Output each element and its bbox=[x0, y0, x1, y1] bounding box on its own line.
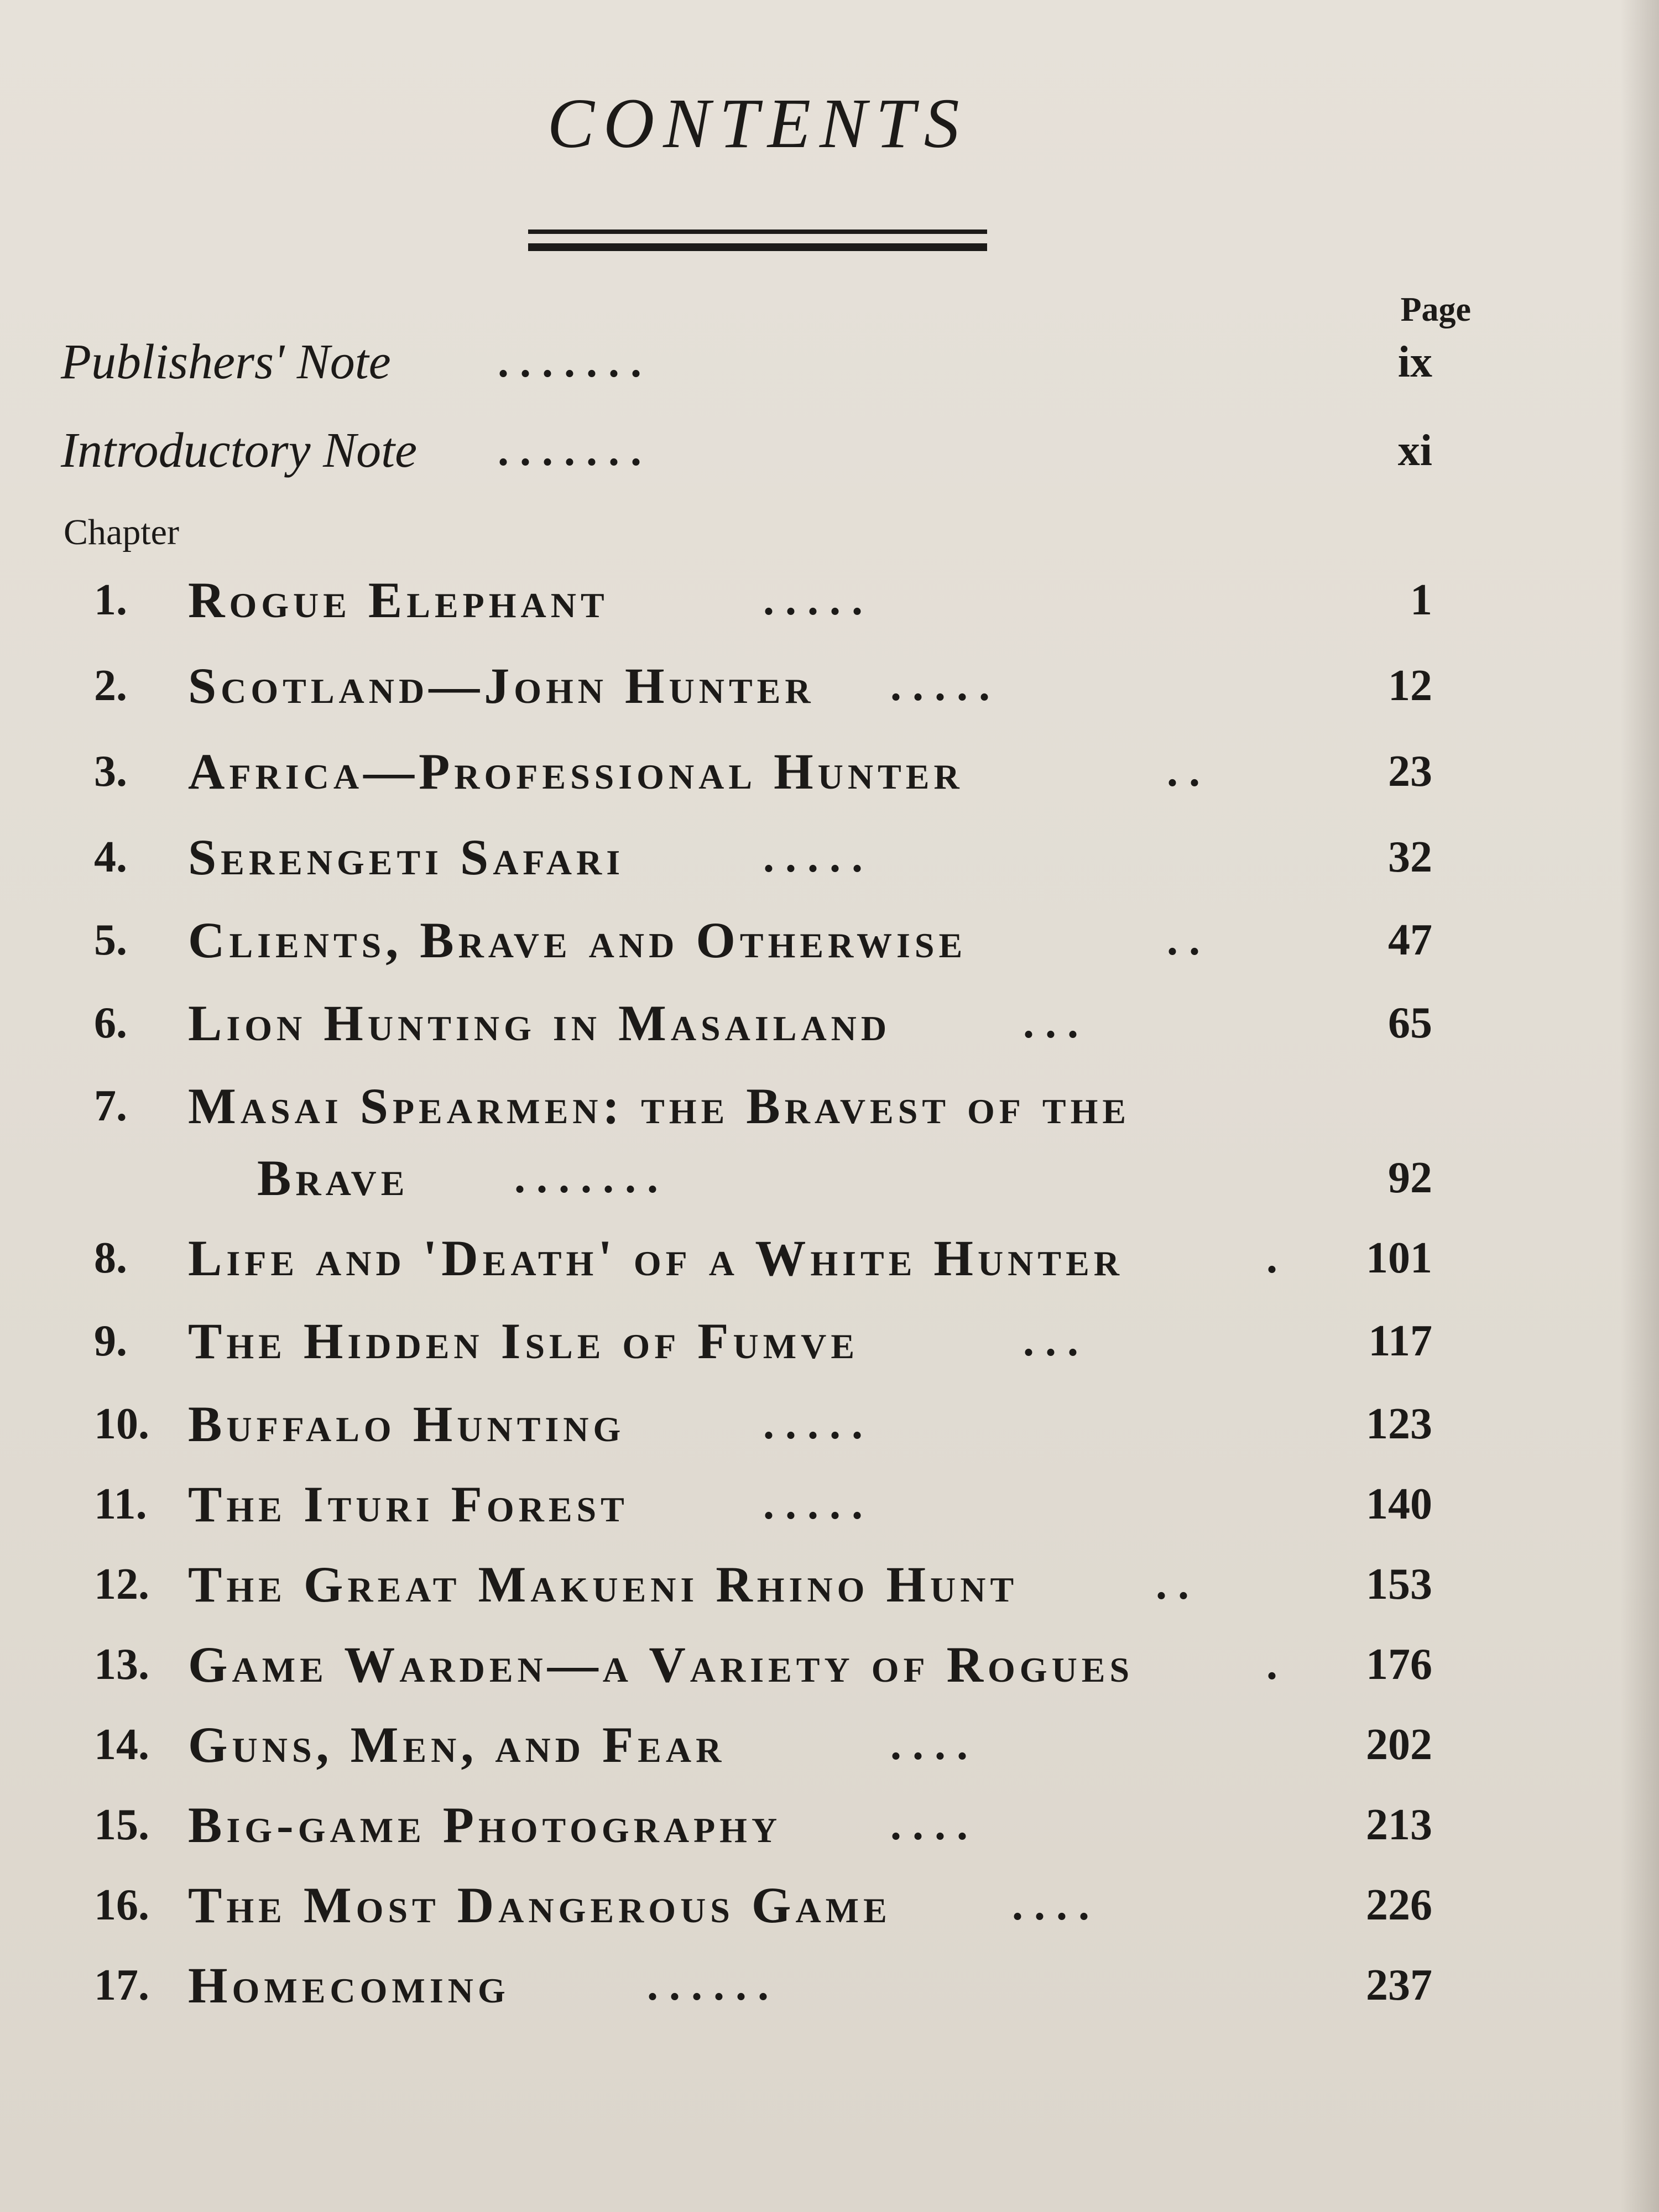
chapter-number: 6. bbox=[94, 999, 127, 1047]
entry-title: Introductory Note bbox=[61, 423, 418, 478]
chapter-number: 2. bbox=[94, 661, 127, 710]
chapter-title: Lion Hunting in Masailand bbox=[188, 995, 891, 1051]
chapter-page: 23 bbox=[1388, 747, 1432, 796]
chapter-label: Chapter bbox=[64, 512, 179, 552]
chapter-title: Guns, Men, and Fear bbox=[188, 1717, 726, 1773]
chapter-number: 1. bbox=[94, 576, 127, 624]
chapter-page: 202 bbox=[1366, 1720, 1432, 1769]
chapter-title: Africa—Professional Hunter bbox=[188, 743, 964, 800]
leader-dots: . . . . . bbox=[890, 661, 990, 710]
chapter-number: 10. bbox=[94, 1400, 149, 1448]
chapter-page: 117 bbox=[1368, 1317, 1432, 1365]
chapter-title: The Hidden Isle of Fumve bbox=[188, 1313, 859, 1369]
toc-entry-chapter-4[interactable] bbox=[61, 821, 1432, 893]
toc-entry-chapter-16[interactable] bbox=[61, 1869, 1432, 1941]
toc-entry-publishers-note[interactable] bbox=[61, 326, 1432, 398]
toc-entry-chapter-9[interactable] bbox=[61, 1305, 1432, 1377]
chapter-number: 3. bbox=[94, 747, 127, 796]
toc-entry-chapter-7[interactable] bbox=[61, 1070, 1432, 1142]
chapter-page: 12 bbox=[1388, 661, 1432, 710]
chapter-title: The Ituri Forest bbox=[188, 1476, 629, 1532]
chapter-page: 32 bbox=[1388, 833, 1432, 881]
toc-entry-chapter-11[interactable] bbox=[61, 1468, 1432, 1540]
leader-dots: . . . . bbox=[890, 1720, 968, 1769]
chapter-number: 16. bbox=[94, 1881, 149, 1929]
chapter-page: 65 bbox=[1388, 999, 1432, 1047]
toc-entry-introductory-note[interactable] bbox=[61, 415, 1432, 487]
chapter-title: Masai Spearmen: the Bravest of the bbox=[188, 1078, 1131, 1134]
chapter-page: 213 bbox=[1366, 1801, 1432, 1849]
chapter-page: 47 bbox=[1388, 916, 1432, 964]
leader-dots: . . . . bbox=[1012, 1881, 1089, 1929]
leader-dots: . . . . . bbox=[763, 1480, 863, 1528]
toc-entry-chapter-14[interactable] bbox=[61, 1709, 1432, 1781]
leader-dots: . . . bbox=[1023, 1317, 1078, 1365]
title-rule-thick bbox=[528, 243, 987, 251]
leader-dots: . . . . bbox=[890, 1801, 968, 1849]
entry-title: Publishers' Note bbox=[61, 335, 391, 389]
leader-dots: . . . . . . . bbox=[514, 1154, 658, 1202]
leader-dots: . . bbox=[1167, 916, 1200, 964]
chapter-number: 7. bbox=[94, 1082, 127, 1130]
page-column-label: Page bbox=[1400, 291, 1471, 328]
chapter-number: 13. bbox=[94, 1640, 149, 1689]
chapter-number: 11. bbox=[94, 1480, 147, 1528]
chapter-title: Scotland—John Hunter bbox=[188, 658, 815, 714]
toc-entry-chapter-13[interactable] bbox=[61, 1629, 1432, 1700]
chapter-title: Buffalo Hunting bbox=[188, 1396, 625, 1452]
leader-dots: . . . bbox=[1023, 999, 1078, 1047]
leader-dots: . . . . . bbox=[763, 833, 863, 881]
leader-dots: . . . . . . . bbox=[498, 426, 641, 475]
leader-dots: . . . . . bbox=[763, 576, 863, 624]
chapter-page: 1 bbox=[1410, 576, 1432, 624]
chapter-title: Clients, Brave and Otherwise bbox=[188, 912, 967, 968]
leader-dots: . bbox=[1266, 1234, 1277, 1282]
toc-entry-chapter-2[interactable] bbox=[61, 650, 1432, 722]
chapter-page: 176 bbox=[1366, 1640, 1432, 1689]
toc-entry-chapter-15[interactable] bbox=[61, 1789, 1432, 1861]
chapter-page: 101 bbox=[1366, 1234, 1432, 1282]
toc-entry-chapter-5[interactable] bbox=[61, 904, 1432, 976]
chapter-title: Game Warden—a Variety of Rogues bbox=[188, 1636, 1134, 1693]
chapter-page: 123 bbox=[1366, 1400, 1432, 1448]
chapter-number: 5. bbox=[94, 916, 127, 964]
toc-entry-chapter-1[interactable] bbox=[61, 564, 1432, 636]
contents-title: CONTENTS bbox=[547, 84, 968, 163]
chapter-page: 237 bbox=[1366, 1961, 1432, 2010]
toc-entry-chapter-7-continued[interactable] bbox=[61, 1142, 1432, 1214]
leader-dots: . . bbox=[1167, 747, 1200, 796]
chapter-title: Big-game Photography bbox=[188, 1797, 782, 1853]
chapter-title: Serengeti Safari bbox=[188, 829, 625, 885]
chapter-number: 8. bbox=[94, 1234, 127, 1282]
chapter-title-continued: Brave bbox=[257, 1150, 409, 1206]
chapter-title: Homecoming bbox=[188, 1957, 510, 2013]
toc-entry-chapter-12[interactable] bbox=[61, 1548, 1432, 1620]
chapter-number: 9. bbox=[94, 1317, 127, 1365]
chapter-title: Rogue Elephant bbox=[188, 572, 609, 628]
chapter-number: 17. bbox=[94, 1961, 149, 2010]
toc-entry-chapter-6[interactable] bbox=[61, 987, 1432, 1059]
chapter-number: 14. bbox=[94, 1720, 149, 1769]
leader-dots: . . bbox=[1156, 1560, 1189, 1609]
chapter-title: Life and 'Death' of a White Hunter bbox=[188, 1230, 1124, 1286]
chapter-page: 153 bbox=[1366, 1560, 1432, 1609]
entry-page: ix bbox=[1397, 338, 1432, 387]
chapter-title: The Great Makueni Rhino Hunt bbox=[188, 1556, 1019, 1613]
leader-dots: . . . . . . bbox=[647, 1961, 769, 2010]
page-edge-shadow bbox=[1620, 0, 1659, 2212]
chapter-number: 12. bbox=[94, 1560, 149, 1609]
chapter-title: The Most Dangerous Game bbox=[188, 1877, 891, 1933]
chapter-page: 140 bbox=[1366, 1480, 1432, 1528]
toc-entry-chapter-3[interactable] bbox=[61, 735, 1432, 807]
chapter-page: 92 bbox=[1388, 1154, 1432, 1202]
leader-dots: . . . . . . . bbox=[498, 338, 641, 387]
entry-page: xi bbox=[1397, 426, 1432, 475]
chapter-number: 15. bbox=[94, 1801, 149, 1849]
toc-entry-chapter-10[interactable] bbox=[61, 1388, 1432, 1460]
leader-dots: . bbox=[1266, 1640, 1277, 1689]
title-rule-thin bbox=[528, 229, 987, 234]
chapter-page: 226 bbox=[1366, 1881, 1432, 1929]
chapter-number: 4. bbox=[94, 833, 127, 881]
toc-entry-chapter-17[interactable] bbox=[61, 1949, 1432, 2021]
toc-entry-chapter-8[interactable] bbox=[61, 1222, 1432, 1294]
leader-dots: . . . . . bbox=[763, 1400, 863, 1448]
